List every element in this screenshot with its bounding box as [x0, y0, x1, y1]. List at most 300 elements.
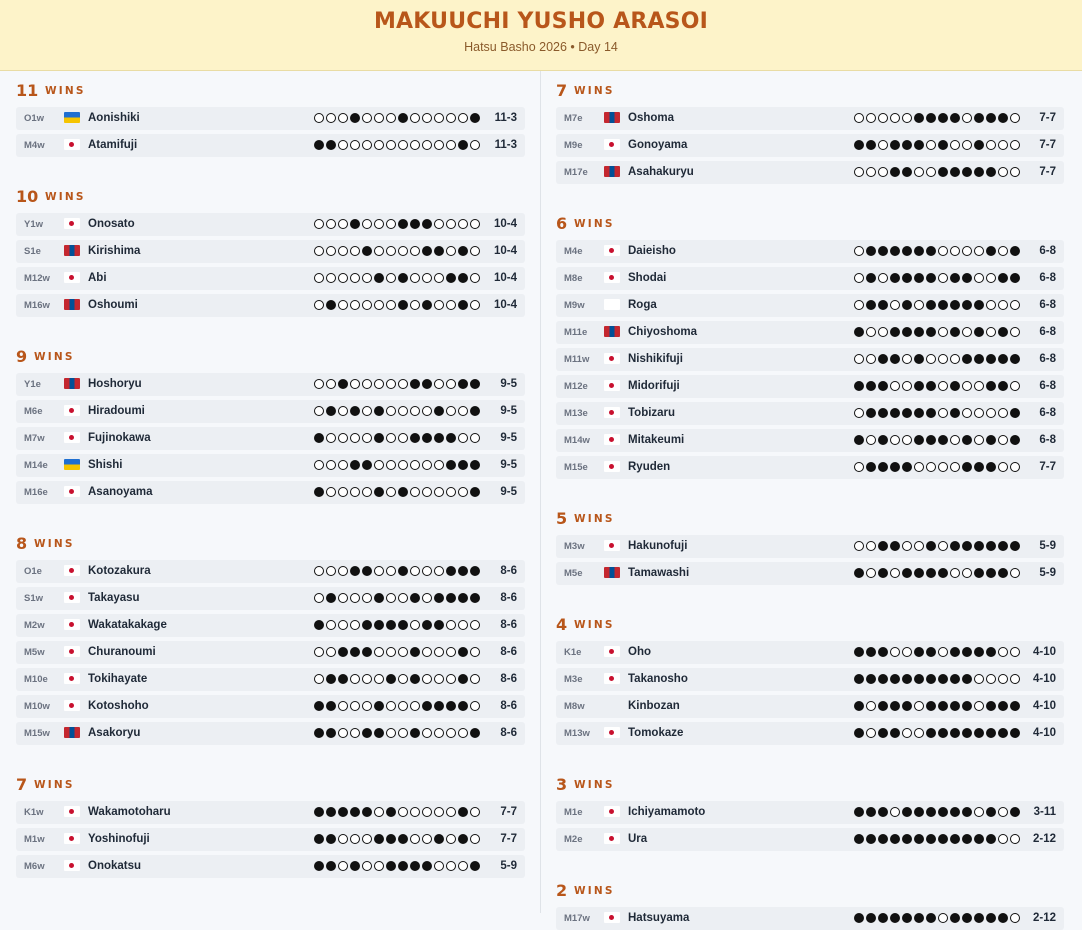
win-dot-icon [926, 273, 936, 283]
loss-dot-icon [422, 140, 432, 150]
rikishi-record: 4-10 [1032, 700, 1056, 712]
rikishi-record: 6-8 [1039, 326, 1056, 338]
wins-count: 9 [16, 347, 28, 366]
loss-dot-icon [410, 300, 420, 310]
wins-group [16, 71, 525, 157]
loss-dot-icon [914, 728, 924, 738]
rikishi-name: Abi [88, 272, 107, 284]
bout-results [854, 300, 1022, 311]
flag-icon [64, 486, 80, 497]
bout-results [314, 647, 482, 658]
win-dot-icon [974, 462, 984, 472]
rikishi-name: Atamifuji [88, 139, 138, 151]
flag-icon [604, 166, 620, 177]
rikishi-name: Shishi [88, 459, 123, 471]
win-dot-icon [350, 566, 360, 576]
win-dot-icon [962, 701, 972, 711]
flag-icon [64, 592, 80, 603]
rikishi-record: 6-8 [1039, 434, 1056, 446]
win-dot-icon [878, 246, 888, 256]
wins-group [556, 765, 1064, 851]
rikishi-row [16, 695, 525, 718]
win-dot-icon [878, 834, 888, 844]
win-dot-icon [350, 219, 360, 229]
win-dot-icon [374, 728, 384, 738]
win-dot-icon [434, 433, 444, 443]
loss-dot-icon [326, 246, 336, 256]
bout-results [314, 861, 482, 872]
win-dot-icon [926, 807, 936, 817]
win-dot-icon [974, 167, 984, 177]
flag-icon [604, 326, 620, 337]
loss-dot-icon [386, 647, 396, 657]
win-dot-icon [314, 433, 324, 443]
bout-results [854, 541, 1022, 552]
loss-dot-icon [962, 408, 972, 418]
win-dot-icon [986, 807, 996, 817]
win-dot-icon [962, 300, 972, 310]
win-dot-icon [866, 300, 876, 310]
loss-dot-icon [410, 620, 420, 630]
wins-group-header [556, 871, 1064, 907]
win-dot-icon [458, 647, 468, 657]
rikishi-rank: M16e [24, 487, 48, 498]
rikishi-name: Asahakuryu [628, 166, 694, 178]
loss-dot-icon [422, 674, 432, 684]
rikishi-rank: M2w [24, 620, 45, 631]
win-dot-icon [890, 462, 900, 472]
rikishi-rank: O1e [24, 566, 42, 577]
loss-dot-icon [434, 113, 444, 123]
loss-dot-icon [1010, 381, 1020, 391]
flag-icon [64, 218, 80, 229]
rikishi-name: Tamawashi [628, 567, 690, 579]
win-dot-icon [950, 167, 960, 177]
loss-dot-icon [410, 566, 420, 576]
rikishi-row [556, 294, 1064, 317]
rikishi-rank: M3e [564, 674, 583, 685]
loss-dot-icon [902, 113, 912, 123]
win-dot-icon [878, 408, 888, 418]
wins-group [556, 499, 1064, 585]
loss-dot-icon [374, 566, 384, 576]
win-dot-icon [998, 113, 1008, 123]
loss-dot-icon [350, 140, 360, 150]
wins-group [556, 71, 1064, 184]
loss-dot-icon [338, 701, 348, 711]
win-dot-icon [314, 834, 324, 844]
win-dot-icon [866, 807, 876, 817]
loss-dot-icon [314, 647, 324, 657]
win-dot-icon [914, 273, 924, 283]
win-dot-icon [962, 273, 972, 283]
loss-dot-icon [362, 406, 372, 416]
rikishi-row [556, 535, 1064, 558]
loss-dot-icon [902, 435, 912, 445]
loss-dot-icon [866, 354, 876, 364]
rikishi-row [556, 375, 1064, 398]
rikishi-rank: Y1w [24, 219, 44, 230]
win-dot-icon [350, 807, 360, 817]
loss-dot-icon [422, 834, 432, 844]
win-dot-icon [854, 327, 864, 337]
win-dot-icon [926, 408, 936, 418]
loss-dot-icon [914, 300, 924, 310]
flag-icon [64, 459, 80, 470]
rikishi-name: Takanosho [628, 673, 688, 685]
win-dot-icon [398, 273, 408, 283]
wins-group [16, 177, 525, 317]
win-dot-icon [890, 246, 900, 256]
loss-dot-icon [374, 861, 384, 871]
win-dot-icon [398, 487, 408, 497]
win-dot-icon [314, 701, 324, 711]
rikishi-name: Oho [628, 646, 651, 658]
loss-dot-icon [878, 167, 888, 177]
win-dot-icon [914, 647, 924, 657]
win-dot-icon [386, 620, 396, 630]
rikishi-rank: M12e [564, 381, 588, 392]
loss-dot-icon [962, 140, 972, 150]
loss-dot-icon [902, 354, 912, 364]
win-dot-icon [386, 861, 396, 871]
loss-dot-icon [326, 620, 336, 630]
rikishi-row [16, 641, 525, 664]
rikishi-row [556, 562, 1064, 585]
rikishi-row [556, 456, 1064, 479]
rikishi-record: 9-5 [500, 405, 517, 417]
loss-dot-icon [446, 379, 456, 389]
loss-dot-icon [446, 219, 456, 229]
win-dot-icon [914, 246, 924, 256]
loss-dot-icon [386, 701, 396, 711]
rikishi-row [556, 321, 1064, 344]
win-dot-icon [350, 861, 360, 871]
loss-dot-icon [938, 541, 948, 551]
loss-dot-icon [326, 113, 336, 123]
loss-dot-icon [974, 408, 984, 418]
win-dot-icon [914, 381, 924, 391]
win-dot-icon [386, 674, 396, 684]
win-dot-icon [446, 566, 456, 576]
win-dot-icon [434, 406, 444, 416]
win-dot-icon [362, 460, 372, 470]
loss-dot-icon [374, 460, 384, 470]
loss-dot-icon [422, 487, 432, 497]
wins-group-header [16, 765, 525, 801]
win-dot-icon [434, 834, 444, 844]
win-dot-icon [410, 379, 420, 389]
win-dot-icon [458, 701, 468, 711]
win-dot-icon [854, 568, 864, 578]
loss-dot-icon [434, 487, 444, 497]
loss-dot-icon [350, 487, 360, 497]
loss-dot-icon [410, 487, 420, 497]
win-dot-icon [326, 834, 336, 844]
bout-results [314, 593, 482, 604]
loss-dot-icon [470, 300, 480, 310]
page-title: MAKUUCHI YUSHO ARASOI [373, 9, 709, 34]
win-dot-icon [902, 913, 912, 923]
loss-dot-icon [926, 167, 936, 177]
win-dot-icon [458, 593, 468, 603]
loss-dot-icon [854, 541, 864, 551]
flag-icon [604, 700, 620, 711]
win-dot-icon [902, 167, 912, 177]
wins-group [16, 524, 525, 745]
win-dot-icon [362, 728, 372, 738]
win-dot-icon [890, 541, 900, 551]
win-dot-icon [950, 674, 960, 684]
loss-dot-icon [398, 433, 408, 443]
loss-dot-icon [938, 913, 948, 923]
win-dot-icon [998, 728, 1008, 738]
rikishi-record: 6-8 [1039, 407, 1056, 419]
wins-label: WINS [34, 779, 75, 791]
loss-dot-icon [890, 113, 900, 123]
rikishi-row [556, 801, 1064, 824]
rikishi-rank: M15e [564, 462, 588, 473]
rikishi-row [16, 400, 525, 423]
loss-dot-icon [914, 167, 924, 177]
wins-group [556, 605, 1064, 745]
win-dot-icon [950, 701, 960, 711]
loss-dot-icon [338, 487, 348, 497]
rikishi-name: Kotozakura [88, 565, 151, 577]
rikishi-rank: M13w [564, 728, 590, 739]
wins-group [16, 765, 525, 878]
loss-dot-icon [986, 273, 996, 283]
win-dot-icon [362, 620, 372, 630]
win-dot-icon [866, 462, 876, 472]
win-dot-icon [974, 113, 984, 123]
rikishi-row [16, 134, 525, 157]
win-dot-icon [962, 354, 972, 364]
loss-dot-icon [422, 566, 432, 576]
loss-dot-icon [362, 834, 372, 844]
bout-results [314, 140, 482, 151]
loss-dot-icon [902, 728, 912, 738]
bout-results [854, 273, 1022, 284]
wins-label: WINS [574, 885, 615, 897]
loss-dot-icon [338, 460, 348, 470]
flag-icon [604, 299, 620, 310]
win-dot-icon [998, 273, 1008, 283]
loss-dot-icon [422, 647, 432, 657]
win-dot-icon [458, 300, 468, 310]
win-dot-icon [410, 219, 420, 229]
win-dot-icon [326, 701, 336, 711]
win-dot-icon [974, 728, 984, 738]
loss-dot-icon [410, 113, 420, 123]
loss-dot-icon [446, 620, 456, 630]
rikishi-rank: M4w [24, 140, 45, 151]
loss-dot-icon [386, 566, 396, 576]
rikishi-record: 5-9 [1039, 567, 1056, 579]
win-dot-icon [962, 541, 972, 551]
rikishi-rank: M3w [564, 541, 585, 552]
rikishi-rank: M17w [564, 913, 590, 924]
loss-dot-icon [878, 140, 888, 150]
win-dot-icon [998, 541, 1008, 551]
loss-dot-icon [434, 566, 444, 576]
loss-dot-icon [890, 807, 900, 817]
bout-results [854, 647, 1022, 658]
win-dot-icon [950, 913, 960, 923]
rikishi-rank: M15w [24, 728, 50, 739]
rikishi-record: 4-10 [1032, 727, 1056, 739]
win-dot-icon [350, 113, 360, 123]
loss-dot-icon [410, 406, 420, 416]
win-dot-icon [374, 701, 384, 711]
win-dot-icon [950, 408, 960, 418]
win-dot-icon [410, 674, 420, 684]
loss-dot-icon [866, 701, 876, 711]
rikishi-row [556, 107, 1064, 130]
win-dot-icon [878, 913, 888, 923]
win-dot-icon [374, 593, 384, 603]
win-dot-icon [938, 807, 948, 817]
loss-dot-icon [338, 406, 348, 416]
loss-dot-icon [470, 273, 480, 283]
win-dot-icon [458, 674, 468, 684]
flag-icon [604, 245, 620, 256]
loss-dot-icon [338, 834, 348, 844]
win-dot-icon [962, 435, 972, 445]
win-dot-icon [902, 408, 912, 418]
win-dot-icon [902, 834, 912, 844]
loss-dot-icon [470, 701, 480, 711]
win-dot-icon [866, 140, 876, 150]
rikishi-record: 9-5 [500, 378, 517, 390]
loss-dot-icon [470, 674, 480, 684]
loss-dot-icon [386, 433, 396, 443]
loss-dot-icon [938, 408, 948, 418]
win-dot-icon [878, 381, 888, 391]
loss-dot-icon [386, 246, 396, 256]
loss-dot-icon [998, 140, 1008, 150]
win-dot-icon [338, 647, 348, 657]
win-dot-icon [398, 620, 408, 630]
win-dot-icon [314, 140, 324, 150]
bout-results [314, 246, 482, 257]
win-dot-icon [950, 113, 960, 123]
rikishi-row [16, 427, 525, 450]
win-dot-icon [470, 487, 480, 497]
rikishi-row [556, 348, 1064, 371]
bout-results [854, 246, 1022, 257]
win-dot-icon [950, 381, 960, 391]
win-dot-icon [854, 381, 864, 391]
flag-icon [64, 245, 80, 256]
loss-dot-icon [866, 327, 876, 337]
rikishi-row [16, 614, 525, 637]
loss-dot-icon [974, 701, 984, 711]
rikishi-record: 10-4 [493, 299, 517, 311]
win-dot-icon [434, 701, 444, 711]
win-dot-icon [854, 728, 864, 738]
flag-icon [604, 567, 620, 578]
rikishi-rank: M4e [564, 246, 583, 257]
win-dot-icon [926, 327, 936, 337]
wins-count: 7 [556, 81, 568, 100]
loss-dot-icon [446, 487, 456, 497]
loss-dot-icon [458, 728, 468, 738]
rikishi-row [556, 722, 1064, 745]
loss-dot-icon [434, 219, 444, 229]
loss-dot-icon [350, 674, 360, 684]
loss-dot-icon [398, 701, 408, 711]
rikishi-rank: M17e [564, 167, 588, 178]
win-dot-icon [926, 728, 936, 738]
wins-count: 7 [16, 775, 28, 794]
loss-dot-icon [350, 701, 360, 711]
rikishi-record: 4-10 [1032, 673, 1056, 685]
loss-dot-icon [866, 568, 876, 578]
rikishi-row [556, 161, 1064, 184]
loss-dot-icon [422, 113, 432, 123]
loss-dot-icon [902, 541, 912, 551]
win-dot-icon [926, 381, 936, 391]
loss-dot-icon [458, 861, 468, 871]
loss-dot-icon [938, 354, 948, 364]
loss-dot-icon [338, 273, 348, 283]
win-dot-icon [926, 113, 936, 123]
rikishi-record: 11-3 [494, 112, 517, 124]
win-dot-icon [914, 834, 924, 844]
win-dot-icon [986, 728, 996, 738]
bout-results [314, 433, 482, 444]
loss-dot-icon [446, 300, 456, 310]
rikishi-row [16, 213, 525, 236]
win-dot-icon [326, 674, 336, 684]
loss-dot-icon [410, 834, 420, 844]
bout-results [854, 408, 1022, 419]
loss-dot-icon [326, 487, 336, 497]
win-dot-icon [950, 327, 960, 337]
loss-dot-icon [422, 460, 432, 470]
win-dot-icon [422, 861, 432, 871]
rikishi-row [556, 240, 1064, 263]
loss-dot-icon [314, 566, 324, 576]
bout-results [854, 354, 1022, 365]
loss-dot-icon [338, 433, 348, 443]
loss-dot-icon [386, 487, 396, 497]
flag-icon [64, 432, 80, 443]
win-dot-icon [890, 408, 900, 418]
rikishi-rank: M5w [24, 647, 45, 658]
loss-dot-icon [350, 300, 360, 310]
loss-dot-icon [350, 379, 360, 389]
win-dot-icon [422, 379, 432, 389]
rikishi-record: 8-6 [500, 700, 517, 712]
rikishi-rank: M10e [24, 674, 48, 685]
win-dot-icon [314, 728, 324, 738]
bout-results [854, 462, 1022, 473]
win-dot-icon [1010, 273, 1020, 283]
loss-dot-icon [974, 674, 984, 684]
win-dot-icon [986, 246, 996, 256]
rikishi-rank: M11e [564, 327, 588, 338]
loss-dot-icon [362, 300, 372, 310]
win-dot-icon [902, 462, 912, 472]
loss-dot-icon [1010, 913, 1020, 923]
win-dot-icon [890, 167, 900, 177]
rikishi-name: Tokihayate [88, 673, 148, 685]
win-dot-icon [362, 647, 372, 657]
win-dot-icon [926, 674, 936, 684]
win-dot-icon [914, 807, 924, 817]
